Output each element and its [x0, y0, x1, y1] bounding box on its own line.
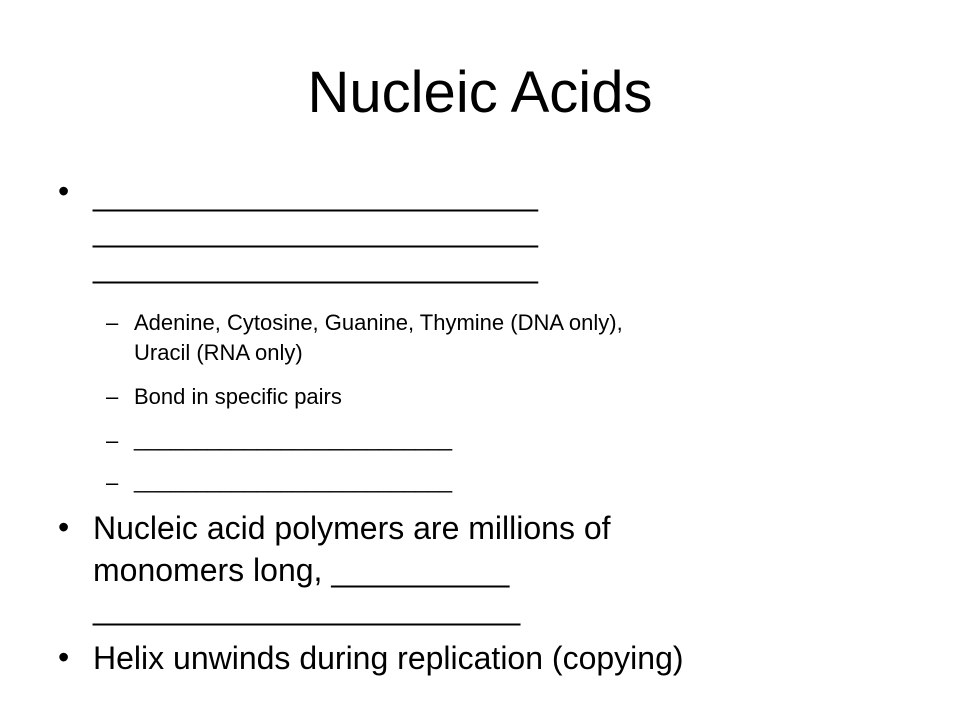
sub-bullet-text: Uracil (RNA only) [134, 340, 303, 365]
bullet-marker: • [58, 173, 70, 209]
sub-bullet-marker: – [106, 310, 119, 335]
bullet-text: Helix unwinds during replication (copying) [93, 640, 684, 676]
bullet-text: Nucleic acid polymers are millions of [93, 510, 611, 546]
blank-line: _________________________ [93, 248, 538, 284]
slide-title: Nucleic Acids [307, 60, 653, 125]
sub-bullet-text: Bond in specific pairs [134, 384, 342, 409]
blank-line: __________________________ [134, 426, 453, 451]
blank-line: _________________________ [93, 212, 538, 248]
bullet-text: monomers long, __________ [93, 552, 510, 588]
sub-bullet-marker: – [106, 384, 119, 409]
blank-line: ________________________ [93, 590, 521, 626]
sub-bullet-marker: – [106, 470, 119, 495]
bullet-marker: • [58, 639, 70, 675]
sub-bullet-marker: – [106, 428, 119, 453]
sub-bullet-text: Adenine, Cytosine, Guanine, Thymine (DNA only), [134, 310, 623, 335]
blank-line: _________________________ [93, 176, 538, 212]
blank-line: __________________________ [134, 468, 453, 493]
bullet-marker: • [58, 509, 70, 545]
